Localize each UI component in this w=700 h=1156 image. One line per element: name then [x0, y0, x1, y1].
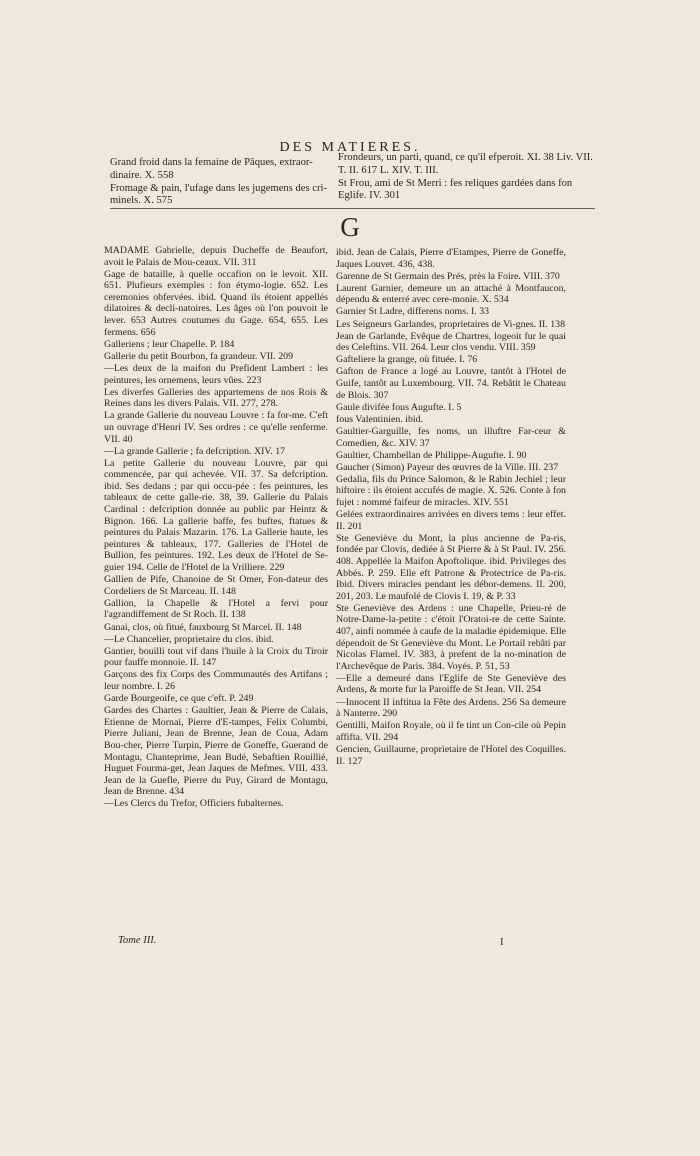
index-entry: Garde Bourgeoife, ce que c'eft. P. 249 [104, 693, 254, 705]
index-entry: Gaultier, Chambellan de Philippe-Augufte. I. 90 [336, 449, 527, 461]
index-entry: —Les deux de la maifon du Prefident Lambert : les peintures, les ornemens, leurs vûes. 223 [104, 362, 328, 386]
index-entry: MADAME Gabrielle, depuis Ducheffe de Beaufort, avoit le Palais de Mou-ceaux. VII. 311 [104, 245, 328, 268]
index-entry: Garenne de St Germain des Prés, près la Foire. VIII. 370 [336, 270, 560, 282]
index-entry: Gencien, Guillaume, proprietaire de l'Hotel des Coquilles. II. 127 [336, 743, 566, 767]
index-entry: Ste Geneviève des Ardens : une Chapelle, Prieu-ré de Notre-Dame-la-petite : c'étoit l'Oratoi-re de cette Sainte. 407, ainfi nommée à caufe de la maladie épidemique. Elle dépendoit de St Geneviève du Mont. Le Portail rebâti par Nicolas Flamel. IV. 383, à prefent de la no-mination de l'Archevêque de Paris. 384. Voyés. P. 51, 53 [336, 602, 566, 672]
index-column-left [104, 245, 328, 811]
index-entry: Grand froid dans la femaine de Pâques, extraor-dinaire. X. 558 [110, 157, 313, 181]
index-entry: —Les Clercs du Trefor, Officiers fubalternes. [104, 798, 284, 810]
index-entry: La grande Gallerie du nouveau Louvre : fa for-me. C'eft un ouvrage d'Henri IV. Ses ordres : ce qu'elle renferme. VII. 40 [104, 410, 328, 445]
index-entry: ibid. Jean de Calais, Pierre d'Etampes, Pierre de Goneffe, Jaques Louvet. 436, 438. [336, 247, 566, 270]
index-entry: Gallerie du petit Bourbon, fa grandeur. VII. 209 [104, 350, 294, 362]
signature-mark: I [500, 937, 504, 948]
index-entry: Laurent Garnier, demeure un an attaché à Montfaucon, dépendu & enterré avec cere-monie. X. 534 [336, 282, 566, 306]
index-entry: Ganai, clos, où fitué, fauxbourg St Marcel. II. 148 [104, 621, 302, 633]
index-entry: Gallion, la Chapelle & l'Hotel a fervi pour l'agrandiffement de St Roch. II. 138 [104, 597, 328, 621]
section-letter: G [340, 212, 360, 242]
index-entry: Gaucher (Simon) Payeur des œuvres de la Ville. III. 237 [336, 461, 559, 473]
index-entry: Gaultier-Garguille, fes noms, un illuftre Far-ceur & Comedien, &c. XIV. 37 [336, 425, 566, 449]
index-entry: Jean de Garlande, Evêque de Chartres, logeoit fur le quai des Celeftins. VII. 264. Leur clos vendu. VIII. 359 [336, 330, 566, 354]
index-entry: —Innocent II inftitua la Fête des Ardens. 256 Sa demeure à Nanterre. 290 [336, 696, 566, 720]
index-entry: fous Valentinien. ibid. [336, 413, 424, 425]
index-entry: Gelées extraordinaires arrivées en divers tems : leur effet. II. 201 [336, 509, 566, 532]
index-entry: Gage de bataille, à quelle occafion on le levoit. XII. 651. Plufieurs exemples : fon étymo-logie. 652. Les ceremonies obfervées. ibid. Quand ils étoient appellés dilatoires & decli-natoires. Les âges où l'on pouvoit le lever. 653 Autres coutumes du Gage. 654, 655. Les fermens. 656 [104, 268, 328, 338]
index-entry: Galleriens ; leur Chapelle. P. 184 [104, 338, 235, 350]
volume-label: Tome III. [118, 935, 157, 946]
index-entry: Gardes des Chartes : Gaultier, Jean & Pierre de Calais, Etienne de Mornai, Pierre d'E-tampes, Felix Columbi, Pierre Juliani, Jean de Brenne, Jean de Coua, Adam Bou-cher, Pierre Turpin, Pierre de Goneffe, Guerand de Montagu, Chanteprime, Jean Budé, Sebaftien Rouillié, Huguet Fourma-get, Jean Jaques de Mefmes. VIII. 433. Jean de la Guefle, Pierre du Puy, Girard de Montagu, Jean de Brenne. 434 [104, 705, 328, 798]
running-header: DES MATIERES. [279, 140, 421, 155]
index-entry: Gantier, bouilli tout vif dans l'huile à la Croix du Tiroir pour fauffe monnoie. II. 147 [104, 645, 328, 669]
index-entry: —Elle a demeuré dans l'Eglife de Ste Geneviève des Ardens, & morte fur la Paroiffe de St Jean. VII. 254 [336, 672, 566, 696]
index-column-right [336, 247, 566, 768]
index-entry: Gedalia, fils du Prince Salomon, & le Rabin Jechiel ; leur hiftoire : ils étoient accufés de magie. X. 526. Conte à fon fujet : nommé faifeur de miracles. XIV. 551 [336, 473, 566, 508]
index-entry: —La grande Gallerie ; fa defcription. XIV. 17 [104, 445, 286, 457]
index-entry: Gallien de Pife, Chanoine de St Omer, Fon-dateur des Cordeliers de St Marceau. II. 148 [104, 574, 328, 597]
index-entry: Les Seigneurs Garlandes, proprietaires de Vi-gnes. II. 138 [336, 318, 566, 330]
index-entry: St Frou, ami de St Merri : fes reliques gardées dans fon Eglife. IV. 301 [338, 177, 573, 202]
index-entry: Garnier St Ladre, differens noms. I. 33 [336, 306, 490, 318]
top-entries-right [338, 152, 598, 203]
index-entry: Fromage & pain, l'ufage dans les jugemens des cri-minels. X. 575 [110, 182, 327, 207]
index-entry: Gaule divifée fous Augufte. I. 5 [336, 401, 462, 413]
index-entry: —Le Chancelier, proprietaire du clos. ibid. [104, 633, 274, 645]
top-entries-left [110, 157, 342, 208]
index-entry: La petite Gallerie du nouveau Louvre, par qui commencée, par qui achevée. VII. 37. Sa defcription. ibid. Ses dedans ; par qui occu-pée : fes peintures, les tableaux de cette galle-rie. 38, 39. Gallerie du Palais Cardinal : defcription donnée au public par Heintz & Bignon. 166. La gallerie baffe, fes buftes, ftatues & peintures du Palais Mazarin. 176. La Gallerie haute, les peintures & tableaux, 177. Galleries de l'Hotel de Bullion, fes peintures. 192. Les deux de l'Hotel de Se-guier 194. Celle de l'Hotel de la Vrilliere. 229 [104, 457, 328, 574]
index-entry: Les diverfes Galleries des appartemens de nos Rois & Reines dans les divers Palais. VII. 277, 278. [104, 386, 328, 410]
index-entry: Garçons des fix Corps des Communautés des Artifans ; leur nombre. I. 26 [104, 669, 328, 692]
index-entry: Frondeurs, un parti, quand, ce qu'il efperoit. XI. 38 Liv. VII. T. II. 617 L. XIV. T. III. [338, 152, 593, 176]
index-entry: Gafton de France a logé au Louvre, tantôt à l'Hotel de Guife, tantôt au Luxembourg. VII. 74. Rebâtit le Chateau de Blois. 307 [336, 366, 566, 401]
index-entry: Ste Geneviève du Mont, la plus ancienne de Pa-ris, fondée par Clovis, dediée à St Pierre & à St Paul. IV. 256. 408. Appellée la Maifon Apoftolique. ibid. Privileges des Abbés. P. 259. Elle eft Patrone & Protectrice de Pa-ris. Ibid. Divers miracles pendant les débor-demens. II. 200, 201, 203. Le maufolé de Clovis I. 19, & P. 33 [336, 532, 566, 602]
section-divider [110, 208, 595, 209]
index-entry: Gentilli, Maifon Royale, où il fe tint un Con-cile où Pepin affifta. VII. 294 [336, 720, 566, 743]
index-entry: Gafteliere la grange, où fituée. I. 76 [336, 354, 478, 366]
